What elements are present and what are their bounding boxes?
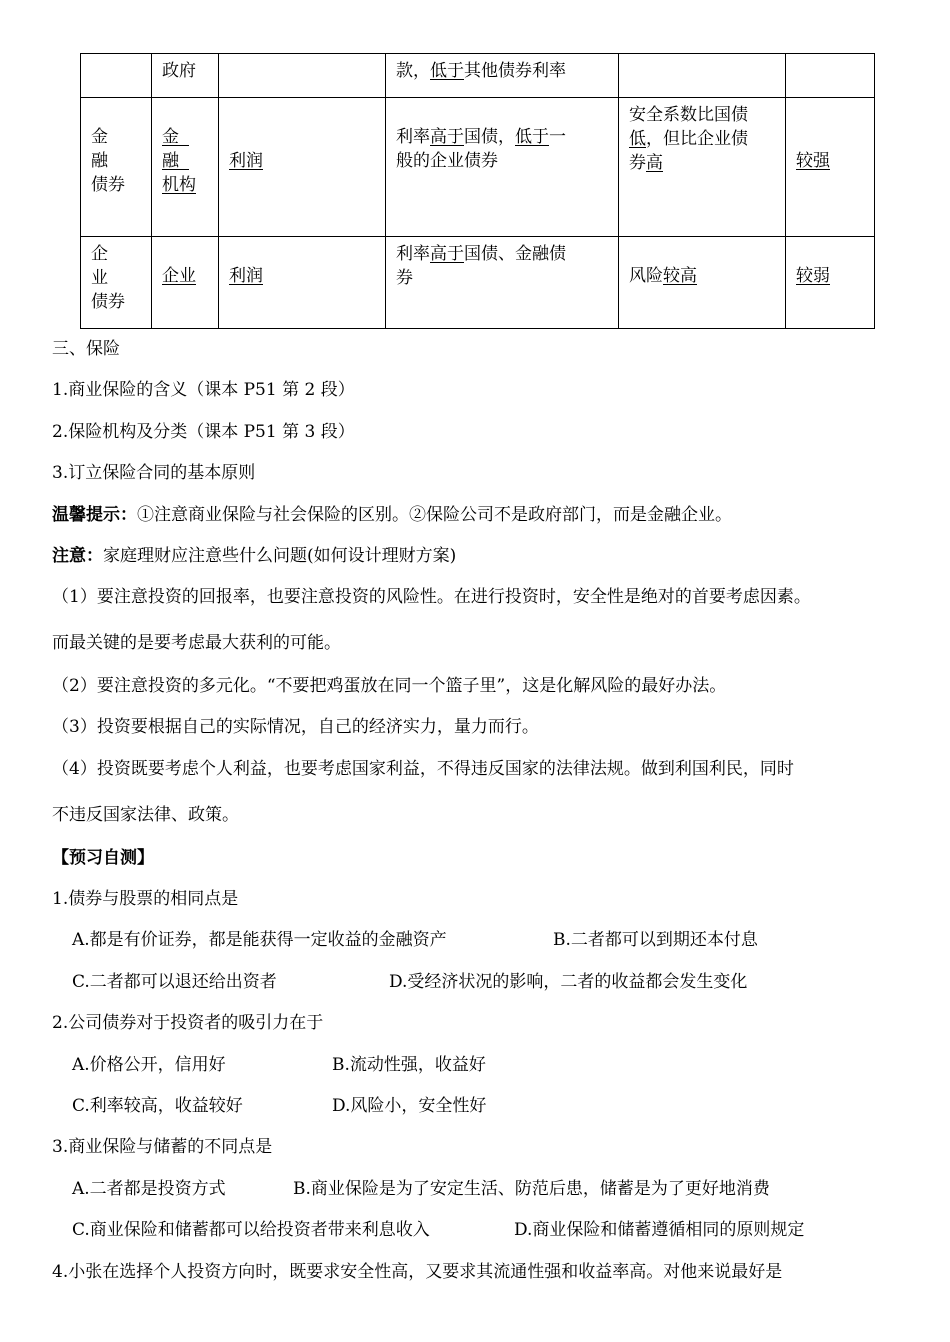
- risk-cell: 安全系数比国债 低，但比企业债 券高: [629, 105, 748, 173]
- note-text: 家庭理财应注意些什么问题(如何设计理财方案): [103, 546, 457, 566]
- liquidity-cell: 较弱: [796, 266, 830, 286]
- table-cell: [619, 98, 786, 237]
- table-cell: [152, 54, 219, 98]
- table-row: [81, 237, 875, 329]
- option-c: C.商业保险和储蓄都可以给投资者带来利息收入: [72, 1220, 430, 1240]
- table-cell: [152, 237, 219, 329]
- option-b: B.商业保险是为了安定生活、防范后患，储蓄是为了更好地消费: [293, 1179, 770, 1199]
- table-cell: [619, 237, 786, 329]
- list-item: 3.订立保险合同的基本原则: [52, 463, 256, 483]
- repayment-cell: 利润: [229, 151, 263, 171]
- tip-text: ①注意商业保险与社会保险的区别。②保险公司不是政府部门，而是金融企业。: [137, 505, 732, 525]
- rate-cell: 款，低于其他债券利率: [396, 61, 566, 81]
- option-a: A.都是有价证券，都是能获得一定收益的金融资产: [72, 930, 447, 950]
- rate-cell: 利率高于国债，低于一 般的企业债券: [396, 127, 566, 171]
- option-b: B.二者都可以到期还本付息: [553, 930, 758, 950]
- table-cell: [786, 54, 875, 98]
- note-point-continued: 不违反国家法律、政策。: [52, 805, 239, 825]
- note-point: （4）投资既要考虑个人利益，也要考虑国家利益，不得违反国家的法律法规。做到利国利民，同时: [52, 759, 794, 779]
- risk-cell: 风险较高: [629, 266, 697, 286]
- bond-type-cell: 金融 债券: [91, 127, 125, 195]
- note-point: （2）要注意投资的多元化。“不要把鸡蛋放在同一个篮子里”，这是化解风险的最好办法。: [52, 676, 727, 696]
- section-heading: 三、保险: [52, 339, 120, 359]
- table-cell: [386, 54, 619, 98]
- note-point-continued: 而最关键的是要考虑最大获利的可能。: [52, 633, 341, 653]
- table-row: [81, 98, 875, 237]
- option-d: D.受经济状况的影响，二者的收益都会发生变化: [389, 972, 748, 992]
- note-paragraph: [52, 541, 456, 566]
- note-point: （3）投资要根据自己的实际情况，自己的经济实力，量力而行。: [52, 717, 539, 737]
- note-point: （1）要注意投资的回报率，也要注意投资的风险性。在进行投资时，安全性是绝对的首要考虑因素。: [52, 587, 811, 607]
- issuer-cell: 政府: [162, 61, 196, 81]
- bond-type-cell: 企业 债券: [91, 244, 125, 312]
- list-item: 1.商业保险的含义（课本 P51 第 2 段）: [52, 380, 355, 400]
- option-c: C.二者都可以退还给出资者: [72, 972, 277, 992]
- table-cell: [219, 237, 386, 329]
- table-cell: [81, 237, 152, 329]
- question-stem: 2.公司债券对于投资者的吸引力在于: [52, 1013, 324, 1033]
- table-cell: [152, 98, 219, 237]
- table-row: [81, 54, 875, 98]
- table-cell: [386, 98, 619, 237]
- rate-cell: 利率高于国债、金融债 券: [396, 244, 566, 288]
- table-cell: [386, 237, 619, 329]
- liquidity-cell: 较强: [796, 151, 830, 171]
- repayment-cell: 利润: [229, 266, 263, 286]
- question-stem: 3.商业保险与储蓄的不同点是: [52, 1137, 273, 1157]
- list-item: 2.保险机构及分类（课本 P51 第 3 段）: [52, 422, 355, 442]
- bond-comparison-table: [80, 53, 875, 329]
- issuer-cell: 金融 机构: [162, 127, 196, 195]
- question-stem: 4.小张在选择个人投资方向时，既要求安全性高，又要求其流通性强和收益率高。对他来说最好是: [52, 1262, 783, 1282]
- option-d: D.风险小，安全性好: [332, 1096, 487, 1116]
- issuer-cell: 企业: [162, 266, 196, 286]
- preview-heading: 【预习自测】: [52, 848, 154, 868]
- table-cell: [81, 98, 152, 237]
- option-a: A.二者都是投资方式: [72, 1179, 226, 1199]
- table-cell: [619, 54, 786, 98]
- table-cell: [786, 237, 875, 329]
- option-d: D.商业保险和储蓄遵循相同的原则规定: [514, 1220, 805, 1240]
- table-cell: [81, 54, 152, 98]
- tip-label: 温馨提示：: [52, 505, 137, 525]
- note-label: 注意：: [52, 546, 103, 566]
- table-cell: [219, 54, 386, 98]
- option-c: C.利率较高，收益较好: [72, 1096, 243, 1116]
- table-cell: [219, 98, 386, 237]
- table-cell: [786, 98, 875, 237]
- option-b: B.流动性强，收益好: [332, 1055, 486, 1075]
- tip-paragraph: [52, 500, 732, 525]
- question-stem: 1.债券与股票的相同点是: [52, 889, 239, 909]
- option-a: A.价格公开，信用好: [72, 1055, 226, 1075]
